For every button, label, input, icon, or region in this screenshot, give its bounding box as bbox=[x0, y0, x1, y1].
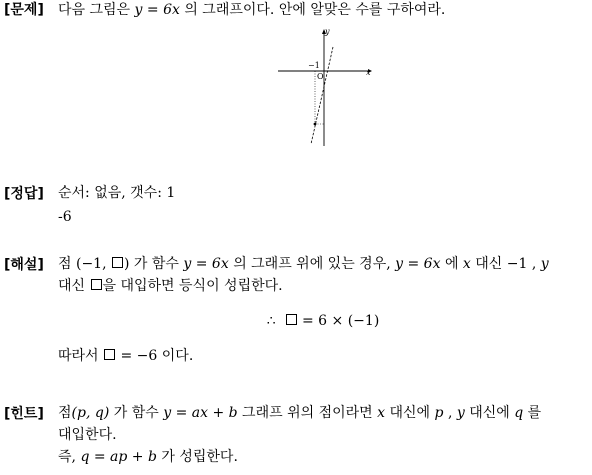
blank-box bbox=[112, 257, 123, 268]
explanation-label: [해설] bbox=[4, 257, 44, 273]
origin-label: O bbox=[317, 72, 324, 81]
formula-rhs: = 6 × (−1) bbox=[302, 313, 380, 329]
expl-text: 을 대입하면 등식이 성립한다. bbox=[102, 278, 283, 294]
expl-eq1: y = 6x bbox=[183, 256, 229, 272]
blank-box bbox=[286, 314, 297, 325]
problem-suffix: 의 그래프이다. 안에 알맞은 수를 구하여라. bbox=[184, 2, 446, 18]
blank-box bbox=[91, 279, 102, 290]
problem-label: [문제] bbox=[4, 2, 44, 18]
expl-text: 대신 bbox=[58, 278, 86, 294]
hint-line-2: 대입한다. bbox=[58, 427, 117, 443]
answer-block bbox=[58, 182, 588, 228]
expl-formula bbox=[58, 310, 588, 332]
expl-var-x: x bbox=[462, 256, 471, 272]
hint-var-p: p bbox=[434, 405, 444, 421]
hint-text: 가 성립한다. bbox=[161, 449, 238, 465]
blank-box bbox=[104, 349, 115, 360]
expl-point-close: ) bbox=[123, 256, 130, 272]
expl-conclusion-value: = −6 bbox=[120, 348, 158, 364]
expl-text: 의 그래프 위에 있는 경우, bbox=[233, 256, 391, 272]
answer-meta: 순서: 없음, 갯수: 1 bbox=[58, 185, 176, 201]
hint-text: 가 함수 bbox=[113, 405, 159, 421]
problem-equation: y = 6x bbox=[134, 2, 180, 18]
problem-text bbox=[58, 0, 588, 21]
answer-label: [정답] bbox=[4, 186, 44, 202]
hint-text: 대신에 bbox=[389, 405, 431, 421]
explanation-block bbox=[58, 253, 588, 367]
hint-block bbox=[58, 402, 588, 468]
hint-text: 점 bbox=[58, 405, 72, 421]
hint-text: 를 bbox=[527, 405, 542, 421]
hint-label: [힌트] bbox=[4, 406, 44, 422]
point-marker bbox=[314, 123, 317, 126]
problem-graph bbox=[276, 26, 376, 152]
x-axis-label: x bbox=[366, 68, 371, 77]
expl-eq2: y = 6x bbox=[395, 256, 441, 272]
expl-text: 대신 bbox=[475, 256, 503, 272]
tick-label-minus-one: −1 bbox=[308, 61, 320, 70]
expl-text: 에 bbox=[444, 256, 459, 272]
y-axis-label: y bbox=[325, 27, 330, 36]
expl-text: 가 함수 bbox=[133, 256, 179, 272]
hint-var-x: x bbox=[377, 405, 386, 421]
expl-text: 점 bbox=[58, 256, 72, 272]
problem-prefix: 다음 그림은 bbox=[58, 2, 131, 18]
hint-var-y: y bbox=[456, 405, 465, 421]
therefore-symbol: ∴ bbox=[266, 313, 276, 329]
answer-value: -6 bbox=[58, 209, 72, 225]
expl-text: , bbox=[531, 256, 537, 272]
hint-text: , bbox=[447, 405, 453, 421]
expl-var-y: y bbox=[540, 256, 549, 272]
expl-text: 따라서 bbox=[58, 348, 99, 364]
hint-var-q: q bbox=[514, 405, 524, 421]
hint-point: (p, q) bbox=[71, 405, 110, 421]
hint-equation-2: q = ap + b bbox=[80, 449, 157, 465]
expl-point-open: (−1, bbox=[75, 256, 111, 272]
expl-neg-one: −1 bbox=[506, 256, 528, 272]
hint-text: 대신에 bbox=[469, 405, 510, 421]
expl-text: 이다. bbox=[161, 348, 194, 364]
hint-text: 즉, bbox=[58, 449, 76, 465]
hint-equation: y = ax + b bbox=[163, 405, 238, 421]
hint-text: 그래프 위의 점이라면 bbox=[242, 405, 373, 421]
